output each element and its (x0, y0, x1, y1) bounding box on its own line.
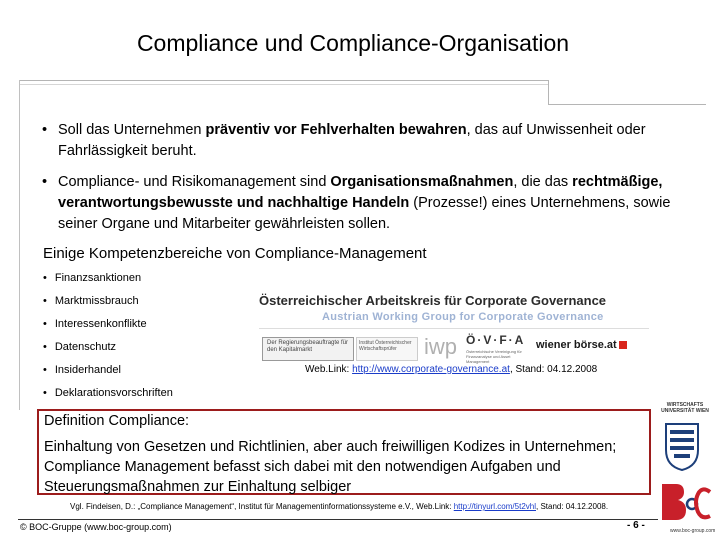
wiener-boerse-logo: wiener börse.at (536, 339, 627, 351)
institut-logo: Institut Österreichischer Wirtschaftsprüfer (356, 337, 418, 361)
frame-line (548, 104, 706, 105)
bullet-emphasis: präventiv vor Fehlverhalten bewahren (205, 122, 467, 138)
oeak-logo-title: Österreichischer Arbeitskreis für Corporate Governance (259, 293, 607, 308)
slide-title: Compliance und Compliance-Organisation (136, 30, 570, 56)
bullet-text-segment: , das auf Unwissenheit oder Fahrlässigkeit beruht. (58, 122, 646, 159)
boc-url: www.boc-group.com (670, 528, 716, 534)
bullet-text (42, 172, 692, 235)
ovfa-logo: Ö·V·F·A (466, 333, 526, 347)
divider (259, 328, 649, 329)
frame-line (20, 80, 548, 81)
regierungsbeauftragter-logo: Der Regierungsbeauftragte für den Kapitalmarkt (262, 337, 354, 361)
list-item: • Marktmissbrauch (43, 295, 139, 307)
frame-line (19, 80, 20, 410)
list-item: • Finanzsanktionen (43, 272, 142, 284)
boc-logo-icon (656, 480, 712, 526)
frame-line (548, 80, 549, 104)
bullet-dot: • (42, 122, 48, 138)
bullet-text-segment: Soll das Unternehmen (58, 122, 206, 138)
bullet-emphasis: rechtmäßige, verantwortungsbewusste und nachhaltige Handeln (58, 174, 663, 211)
list-item: • Interessenkonflikte (43, 318, 147, 330)
bullet-text-segment: , die das (513, 174, 573, 190)
oeak-logo-subtitle: Austrian Working Group for Corporate Governance (322, 311, 604, 323)
bullet-text-segment: Compliance- und Risikomanagement sind (58, 174, 331, 190)
bullet-text-segment: (Prozesse!) eines Unternehmens, sowie seiner Organe und Mitarbeiter gewährleisten sollen. (58, 195, 671, 232)
bullet-emphasis: Organisationsmaßnahmen (330, 174, 514, 190)
iwp-logo: iwp (424, 334, 458, 359)
footer-divider (18, 519, 658, 520)
weblink: Web.Link: http://www.corporate-governance.at, Stand: 04.12.2008 (305, 364, 598, 375)
bullet-point (42, 120, 692, 162)
bullet-text (42, 120, 692, 162)
bullet-dot: • (42, 174, 48, 190)
definition-title: Definition Compliance: (44, 413, 190, 429)
definition-body: Einhaltung von Gesetzen und Richtlinien, aber auch freiwilligen Kodizes in Unternehmen; Compliance Management befasst sich dabei mit den notwendigen Aufgaben und Steuerungsmaßnahmen zur Einhaltung selbiger (44, 439, 617, 495)
list-item: • Deklarationsvorschriften (43, 387, 173, 399)
ovfa-logo-text: Österreichische Vereinigung für Finanzanalyse und Asset Management (466, 349, 522, 364)
bullet-point (42, 172, 692, 235)
weblink-url[interactable]: http://www.corporate-governance.at (352, 364, 510, 375)
list-item: • Datenschutz (43, 341, 117, 353)
university-crest-icon (662, 420, 702, 472)
citation-url[interactable]: http://tinyurl.com/5t2vhl (453, 502, 536, 511)
university-label: WIRTSCHAFTS UNIVERSITÄT WIEN (661, 402, 709, 414)
frame-line (20, 84, 548, 85)
section-heading: Einige Kompetenzbereiche von Compliance-Management (43, 245, 427, 262)
list-item: • Insiderhandel (43, 364, 121, 376)
citation: Vgl. Findeisen, D.: „Compliance Management“, Institut für Managementinformationssysteme e.V., Web.Link: http://tinyurl.com/5t2vhl, Stand: 04.12.2008. (70, 502, 609, 511)
wiener-boerse-square-icon (619, 341, 627, 349)
page-number: - 6 - (627, 520, 645, 531)
footer-copyright: © BOC-Gruppe (www.boc-group.com) (20, 522, 172, 532)
